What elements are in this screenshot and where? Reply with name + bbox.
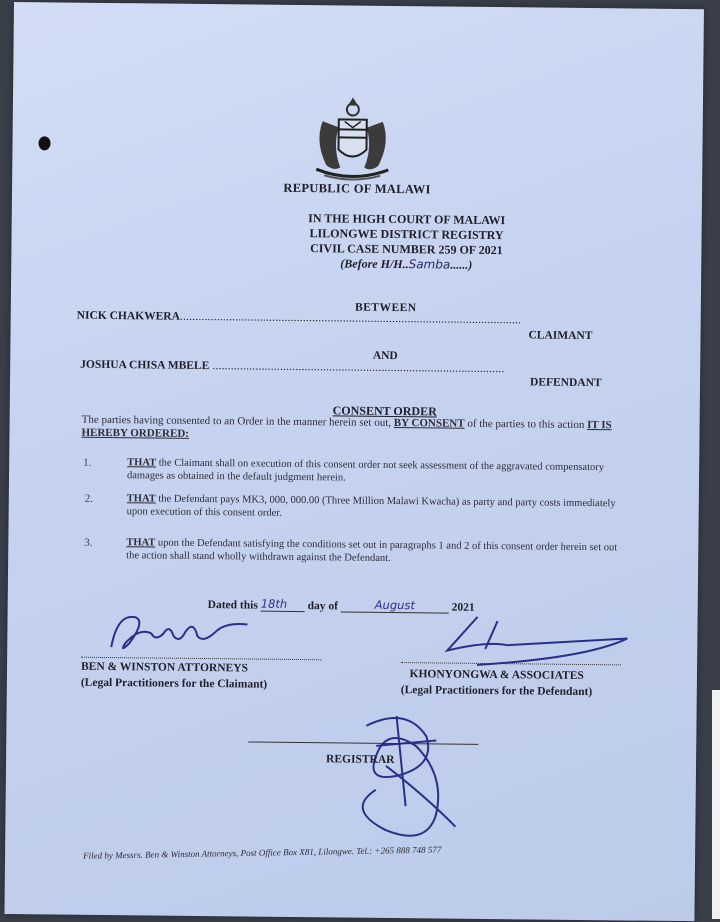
intro-text: The parties having consented to an Order in the manner herein set out, bbox=[81, 413, 392, 429]
background-edge bbox=[712, 690, 720, 919]
claimant-name: NICK CHAKWERA bbox=[76, 309, 180, 323]
registrar-label: REGISTRAR bbox=[326, 753, 395, 767]
defendant-firm: KHONYONGWA & ASSOCIATES bbox=[409, 668, 584, 683]
intro-paragraph bbox=[81, 414, 621, 445]
intro-ordered: IT IS HEREBY ORDERED: bbox=[81, 419, 612, 440]
item-lead: THAT bbox=[127, 457, 157, 469]
coat-of-arms-icon bbox=[302, 91, 403, 184]
claimant-role: CLAIMANT bbox=[528, 329, 593, 343]
order-title: CONSENT ORDER bbox=[332, 403, 437, 419]
before-suffix: ......) bbox=[450, 257, 473, 272]
dated-label: Dated this bbox=[207, 599, 258, 612]
defendant-party: JOSHUA CHISA MBELE ............................................................................................... bbox=[80, 358, 505, 376]
registry-name: LILONGWE DISTRICT REGISTRY bbox=[309, 226, 504, 243]
court-name: IN THE HIGH COURT OF MALAWI bbox=[308, 211, 506, 228]
dated-year: 2021 bbox=[451, 601, 475, 614]
intro-mid: of the parties to this action bbox=[467, 417, 585, 431]
between-heading: BETWEEN bbox=[354, 301, 417, 315]
defendant-lawyers bbox=[401, 666, 593, 700]
item-number: 1. bbox=[83, 456, 92, 469]
claimant-party: NICK CHAKWERA............................................................................................................... bbox=[76, 309, 522, 327]
before-prefix: (Before H/H.. bbox=[340, 256, 409, 272]
item-number: 2. bbox=[84, 492, 94, 505]
republic-heading: REPUBLIC OF MALAWI bbox=[283, 180, 431, 197]
judge-name: Samba bbox=[408, 257, 451, 272]
order-item bbox=[127, 493, 619, 523]
claimant-signature bbox=[103, 609, 283, 655]
defendant-name: JOSHUA CHISA MBELE bbox=[80, 358, 210, 373]
registrar-signature bbox=[325, 705, 476, 837]
claimant-lawyers bbox=[81, 659, 268, 693]
item-lead: THAT bbox=[126, 493, 156, 505]
intro-by-consent: BY CONSENT bbox=[393, 417, 465, 430]
order-item bbox=[126, 537, 618, 567]
court-heading bbox=[61, 209, 720, 276]
dated-month: August bbox=[341, 597, 449, 613]
defendant-role: DEFENDANT bbox=[529, 376, 602, 390]
item-lead: THAT bbox=[126, 537, 156, 549]
item-text: the Defendant pays MK3, 000, 000.00 (Three Million Malawi Kwacha) as party and party costs immediately upon execution of this consent order. bbox=[126, 493, 616, 519]
item-text: the Claimant shall on execution of this consent order not seek assessment of the aggravated compensatory damages as obtained in the default judgment herein. bbox=[126, 457, 605, 483]
case-number: CIVIL CASE NUMBER 259 OF 2021 bbox=[310, 241, 503, 258]
day-of-label: day of bbox=[307, 600, 339, 613]
and-heading: AND bbox=[372, 349, 398, 363]
defendant-role-line: (Legal Practitioners for the Defendant) bbox=[400, 684, 593, 699]
item-number: 3. bbox=[84, 536, 93, 549]
dated-day: 18th bbox=[261, 597, 305, 612]
punch-hole bbox=[38, 136, 50, 150]
consent-order-document bbox=[4, 2, 704, 921]
order-item bbox=[127, 457, 619, 487]
claimant-role-line: (Legal Practitioners for the Claimant) bbox=[80, 676, 268, 691]
item-text: upon the Defendant satisfying the conditions set out in paragraphs 1 and 2 of this consent order herein set out the action shall stand wholly withdrawn against the Defendant. bbox=[126, 537, 618, 564]
claimant-firm: BEN & WINSTON ATTORNEYS bbox=[80, 660, 249, 675]
filed-by-footer: Filed by Messrs. Ben & Winston Attorneys, Post Office Box X81, Lilongwe. Tel.: +265 888 748 577 bbox=[82, 844, 442, 861]
